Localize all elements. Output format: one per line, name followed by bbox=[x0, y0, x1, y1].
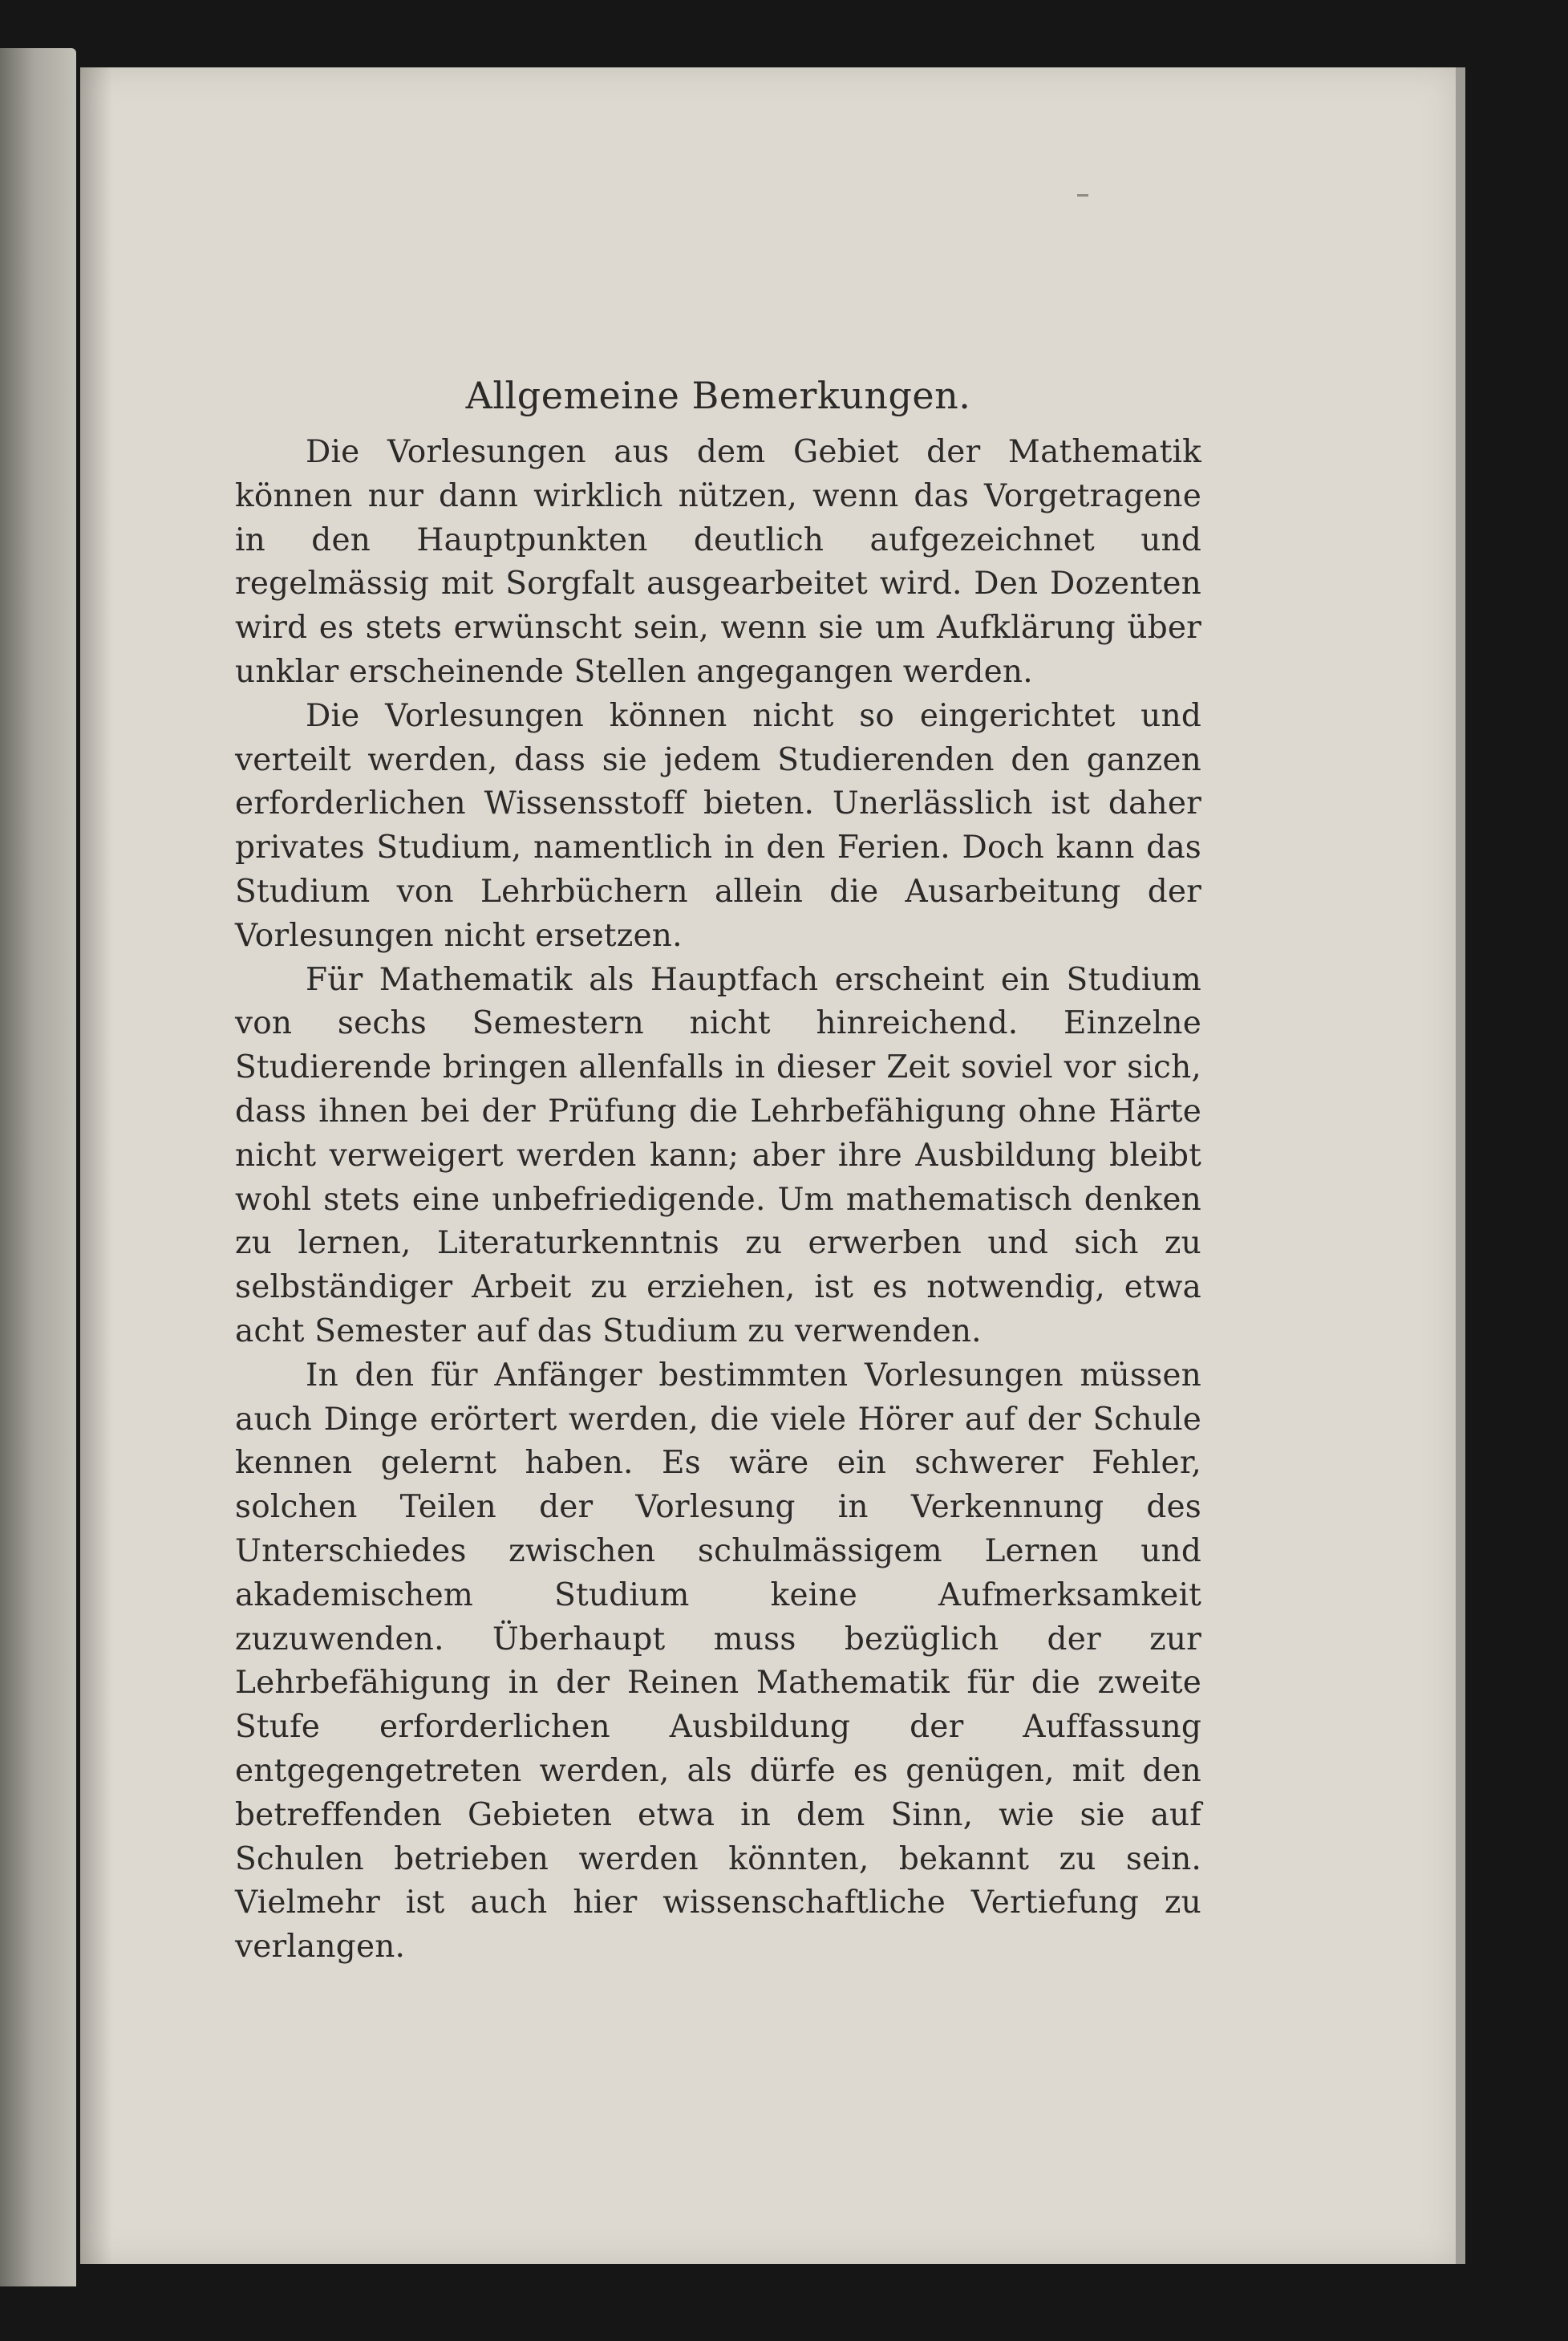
facing-page-edge bbox=[0, 48, 76, 2286]
paragraph-3: Für Mathematik als Hauptfach erscheint ein Studium von sechs Semestern nicht hinreichend. Einzelne Studierende bringen allenfalls in dieser Zeit soviel vor sich, dass ihnen bei der Prüfung die Lehrbefähigung ohne Härte nicht verweigert werden kann; aber ihre Ausbildung bleibt wohl stets eine unbefriedigende. Um mathematisch denken zu lernen, Literaturkenntnis zu erwerben und sich zu selbständiger Arbeit zu erziehen, ist es notwendig, etwa acht Semester auf das Studium zu verwenden. bbox=[235, 961, 1201, 1349]
text-block bbox=[235, 365, 1201, 1970]
page-gutter-shadow bbox=[80, 67, 112, 2264]
page-edge-right bbox=[1456, 67, 1465, 2264]
paragraph-1: Die Vorlesungen aus dem Gebiet der Mathematik können nur dann wirklich nützen, wenn das Vorgetragene in den Hauptpunkten deutlich aufgezeichnet und regelmässig mit Sorgfalt ausgearbeitet wird. Den Dozenten wird es stets erwünscht sein, wenn sie um Aufklärung über unklar erscheinende Stellen angegangen werden. bbox=[235, 434, 1201, 690]
paper-speck bbox=[1077, 194, 1088, 197]
paragraph-2: Die Vorlesungen können nicht so eingerichtet und verteilt werden, dass sie jedem Studierenden den ganzen erforderlichen Wissensstoff bieten. Unerlässlich ist daher privates Studium, namentlich in den Ferien. Doch kann das Studium von Lehrbüchern allein die Ausarbeitung der Vorlesungen nicht ersetzen. bbox=[235, 697, 1201, 954]
page-heading: Allgemeine Bemerkungen. bbox=[465, 374, 971, 417]
paragraph-4: In den für Anfänger bestimmten Vorlesungen müssen auch Dinge erörtert werden, die viele Hörer auf der Schule kennen gelernt haben. Es wäre ein schwerer Fehler, solchen Teilen der Vorlesung in Verkennung des Unterschiedes zwischen schulmässigem Lernen und akademischem Studium keine Aufmerksamkeit zuzuwenden. Überhaupt muss bezüglich der zur Lehrbefähigung in der Reinen Mathematik für die zweite Stufe erforderlichen Ausbildung der Auffassung entgegengetreten werden, als dürfe es genügen, mit den betreffenden Gebieten etwa in dem Sinn, wie sie auf Schulen betrieben werden könnten, bekannt zu sein. Vielmehr ist auch hier wissenschaftliche Vertiefung zu verlangen. bbox=[235, 1357, 1201, 1966]
